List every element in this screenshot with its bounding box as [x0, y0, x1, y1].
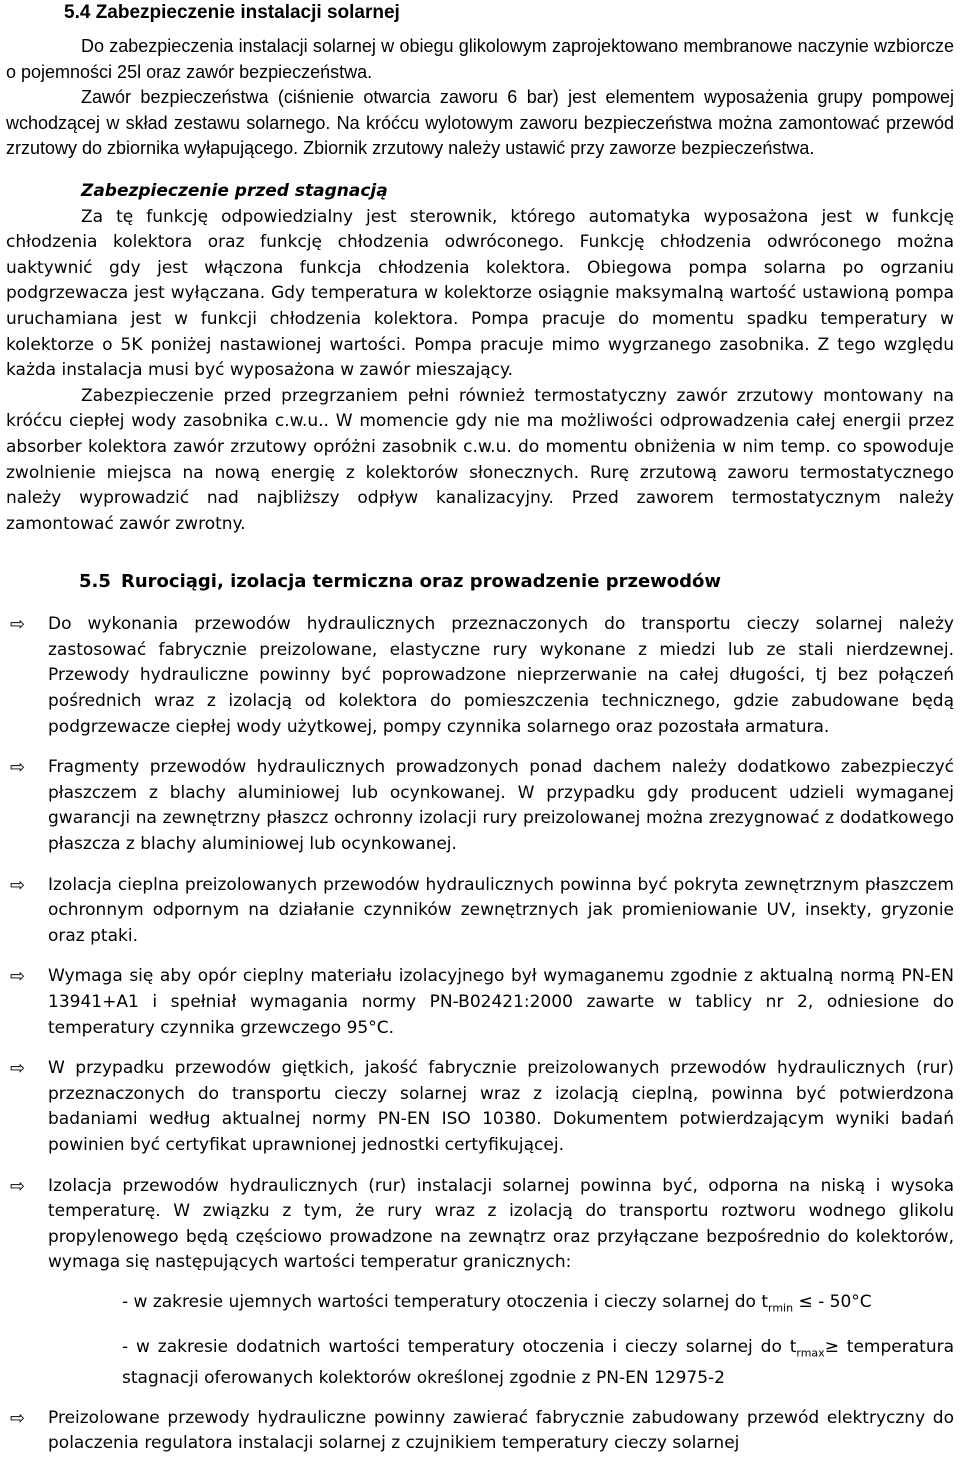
list-item-text: Do wykonania przewodów hydraulicznych przeznaczonych do transportu cieczy solarnej należy zastosować fabrycznie preizolowane, elastyczne rury wykonane z miedzi lub ze stali nierdzewnej. Przewody hydrauliczne powinny być poprowadzone nieprzerwanie na całej długości, tj bez połączeń pośrednich wraz z izolacją od kolektora do pomieszczenia technicznego, gdzie zabudowane będą podgrzewacze ciepłej wody użytkowej, pompy czynnika solarnego oraz pozostała armatura. [48, 614, 954, 737]
section-5-5-title [79, 569, 954, 595]
dash-text: - w zakresie ujemnych wartości temperatury otoczenia i cieczy solarnej do t [122, 1291, 768, 1312]
subheading-stagnation: Zabezpieczenie przed stagnacją [81, 180, 388, 201]
paragraph: Do zabezpieczenia instalacji solarnej w obiegu glikolowym zaprojektowano membranowe naczynie wzbiorcze o pojemności 25l oraz zawór bezpieczeństwa. [6, 36, 954, 82]
dash-text: ≤ - 50°C [793, 1291, 872, 1312]
section-title-text: Rurociągi, izolacja termiczna oraz prowadzenie przewodów [121, 571, 722, 593]
temperature-limit-min [122, 1290, 954, 1321]
list-item [6, 1406, 954, 1457]
section-5-4-body [6, 34, 954, 162]
paragraph: Za tę funkcję odpowiedzialny jest sterownik, którego automatyka wyposażona jest w funkcję chłodzenia kolektora oraz funkcję chłodzenia odwróconego. Funkcję chłodzenia odwróconego można uaktywnić gdy jest włączona funkcja chłodzenia kolektora. Obiegowa pompa solarna po ogrzaniu podgrzewacza jest wyłączana. Gdy temperatura w kolektorze osiągnie maksymalną wartość ustawioną pompa uruchamiana jest w funkcji chłodzenia kolektora. Pompa pracuje do momentu spadku temperatury w kolektorze o 5K poniżej nastawionej wartości. Pompa pracuje mimo wygrzanego zasobnika. Z tego względu każda instalacja musi być wyposażona w zawór mieszający. [6, 206, 954, 381]
subscript: rmin [767, 1301, 794, 1315]
list-item-text: Izolacja przewodów hydraulicznych (rur) instalacji solarnej powinna być, odporna na niską i wysoka temperaturę. W związku z tym, że rury wraz z izolacją do transportu roztworu wodnego glikolu propylenowego będą częściowo prowadzone na zewnątrz oraz przyłączane bezpośrednio do kolektorów, wymaga się następujących wartości temperatur granicznych: [48, 1175, 954, 1273]
list-item [6, 1174, 954, 1276]
list-item [6, 755, 954, 857]
section-5-4-title: 5.4 Zabezpieczenie instalacji solarnej [64, 2, 400, 23]
list-item-text: Preizolowane przewody hydrauliczne powinny zawierać fabrycznie zabudowany przewód elektryczny do polaczenia regulatora instalacji solarnej z czujnikiem temperatury cieczy solarnej [48, 1407, 954, 1454]
paragraph: Zabezpieczenie przed przegrzaniem pełni również termostatyczny zawór zrzutowy montowany na króćcu ciepłej wody zasobnika c.w.u.. W momencie gdy nie ma możliwości odprowadzenia całej energii przez absorber kolektora zawór zrzutowy opróżni zasobnik c.w.u. do momentu obniżenia w nim temp. co spowoduje zwolnienie miejsca na nową energię z kolektorów słonecznych. Rurę zrzutową zaworu termostatycznego należy wyprowadzić nad najbliższy odpływ kanalizacyjny. Przed zaworem termostatycznym należy zamontować zawór zwrotny. [6, 385, 954, 534]
list-item-text: Wymaga się aby opór cieplny materiału izolacyjnego był wymaganemu zgodnie z aktualną normą PN-EN 13941+A1 i spełniał wymagania normy PN-B02421:2000 zawarte w tablicy nr 2, odniesione do temperatury czynnika grzewczego 95°C. [48, 966, 954, 1038]
list-item [6, 1056, 954, 1158]
list-item-text: Fragmenty przewodów hydraulicznych prowadzonych ponad dachem należy dodatkowo zabezpieczyć płaszczem z blachy aluminiowej lub ocynkowanej. W przypadku gdy producent udzieli wymaganej gwarancji na zewnętrzny płaszcz ochronny izolacji rury preizolowanej można zrezygnować z dodatkowego płaszcza z blachy aluminiowej lub ocynkowanej. [48, 757, 954, 855]
list-item [6, 873, 954, 950]
right-arrow-icon: ⇨ [10, 757, 26, 779]
bullet-list [6, 612, 954, 1456]
list-item [6, 964, 954, 1041]
list-item-text: Izolacja cieplna preizolowanych przewodów hydraulicznych powinna być pokryta zewnętrznym płaszczem ochronnym odpornym na działanie czynników zewnętrznych jak promieniowanie UV, insekty, gryzonie oraz ptaki. [48, 874, 954, 946]
right-arrow-icon: ⇨ [10, 874, 26, 896]
temperature-limit-max [122, 1335, 954, 1392]
right-arrow-icon: ⇨ [10, 1175, 26, 1197]
right-arrow-icon: ⇨ [10, 614, 26, 636]
list-item-text: W przypadku przewodów giętkich, jakość fabrycznie preizolowanych przewodów hydraulicznych (rur) przeznaczonych do transportu cieczy solarnej wraz z izolacją cieplną, powinna być potwierdzona badaniami według aktualnej normy PN-EN ISO 10380. Dokumentem potwierdzającym wyniki badań powinien być certyfikat uprawnionej jednostki certyfikującej. [48, 1058, 954, 1155]
paragraph: Zawór bezpieczeństwa (ciśnienie otwarcia zaworu 6 bar) jest elementem wyposażenia grupy pompowej wchodzącej w skład zestawu solarnego. Na króćcu wylotowym zaworu bezpieczeństwa można zamontować przewód zrzutowy do zbiornika wyłapującego. Zbiornik zrzutowy należy ustawić przy zaworze bezpieczeństwa. [6, 87, 954, 159]
right-arrow-icon: ⇨ [10, 966, 26, 988]
right-arrow-icon: ⇨ [10, 1058, 26, 1080]
right-arrow-icon: ⇨ [10, 1407, 26, 1429]
subscript: rmax [796, 1346, 825, 1360]
dash-text: ≥ temperatura stagnacji oferowanych kolektorów określonej zgodnie z PN-EN 12975-2 [122, 1336, 954, 1388]
section-number: 5.5 [79, 571, 111, 593]
list-item [6, 612, 954, 740]
dash-text: - w zakresie dodatnich wartości temperatury otoczenia i cieczy solarnej do t [122, 1336, 797, 1357]
